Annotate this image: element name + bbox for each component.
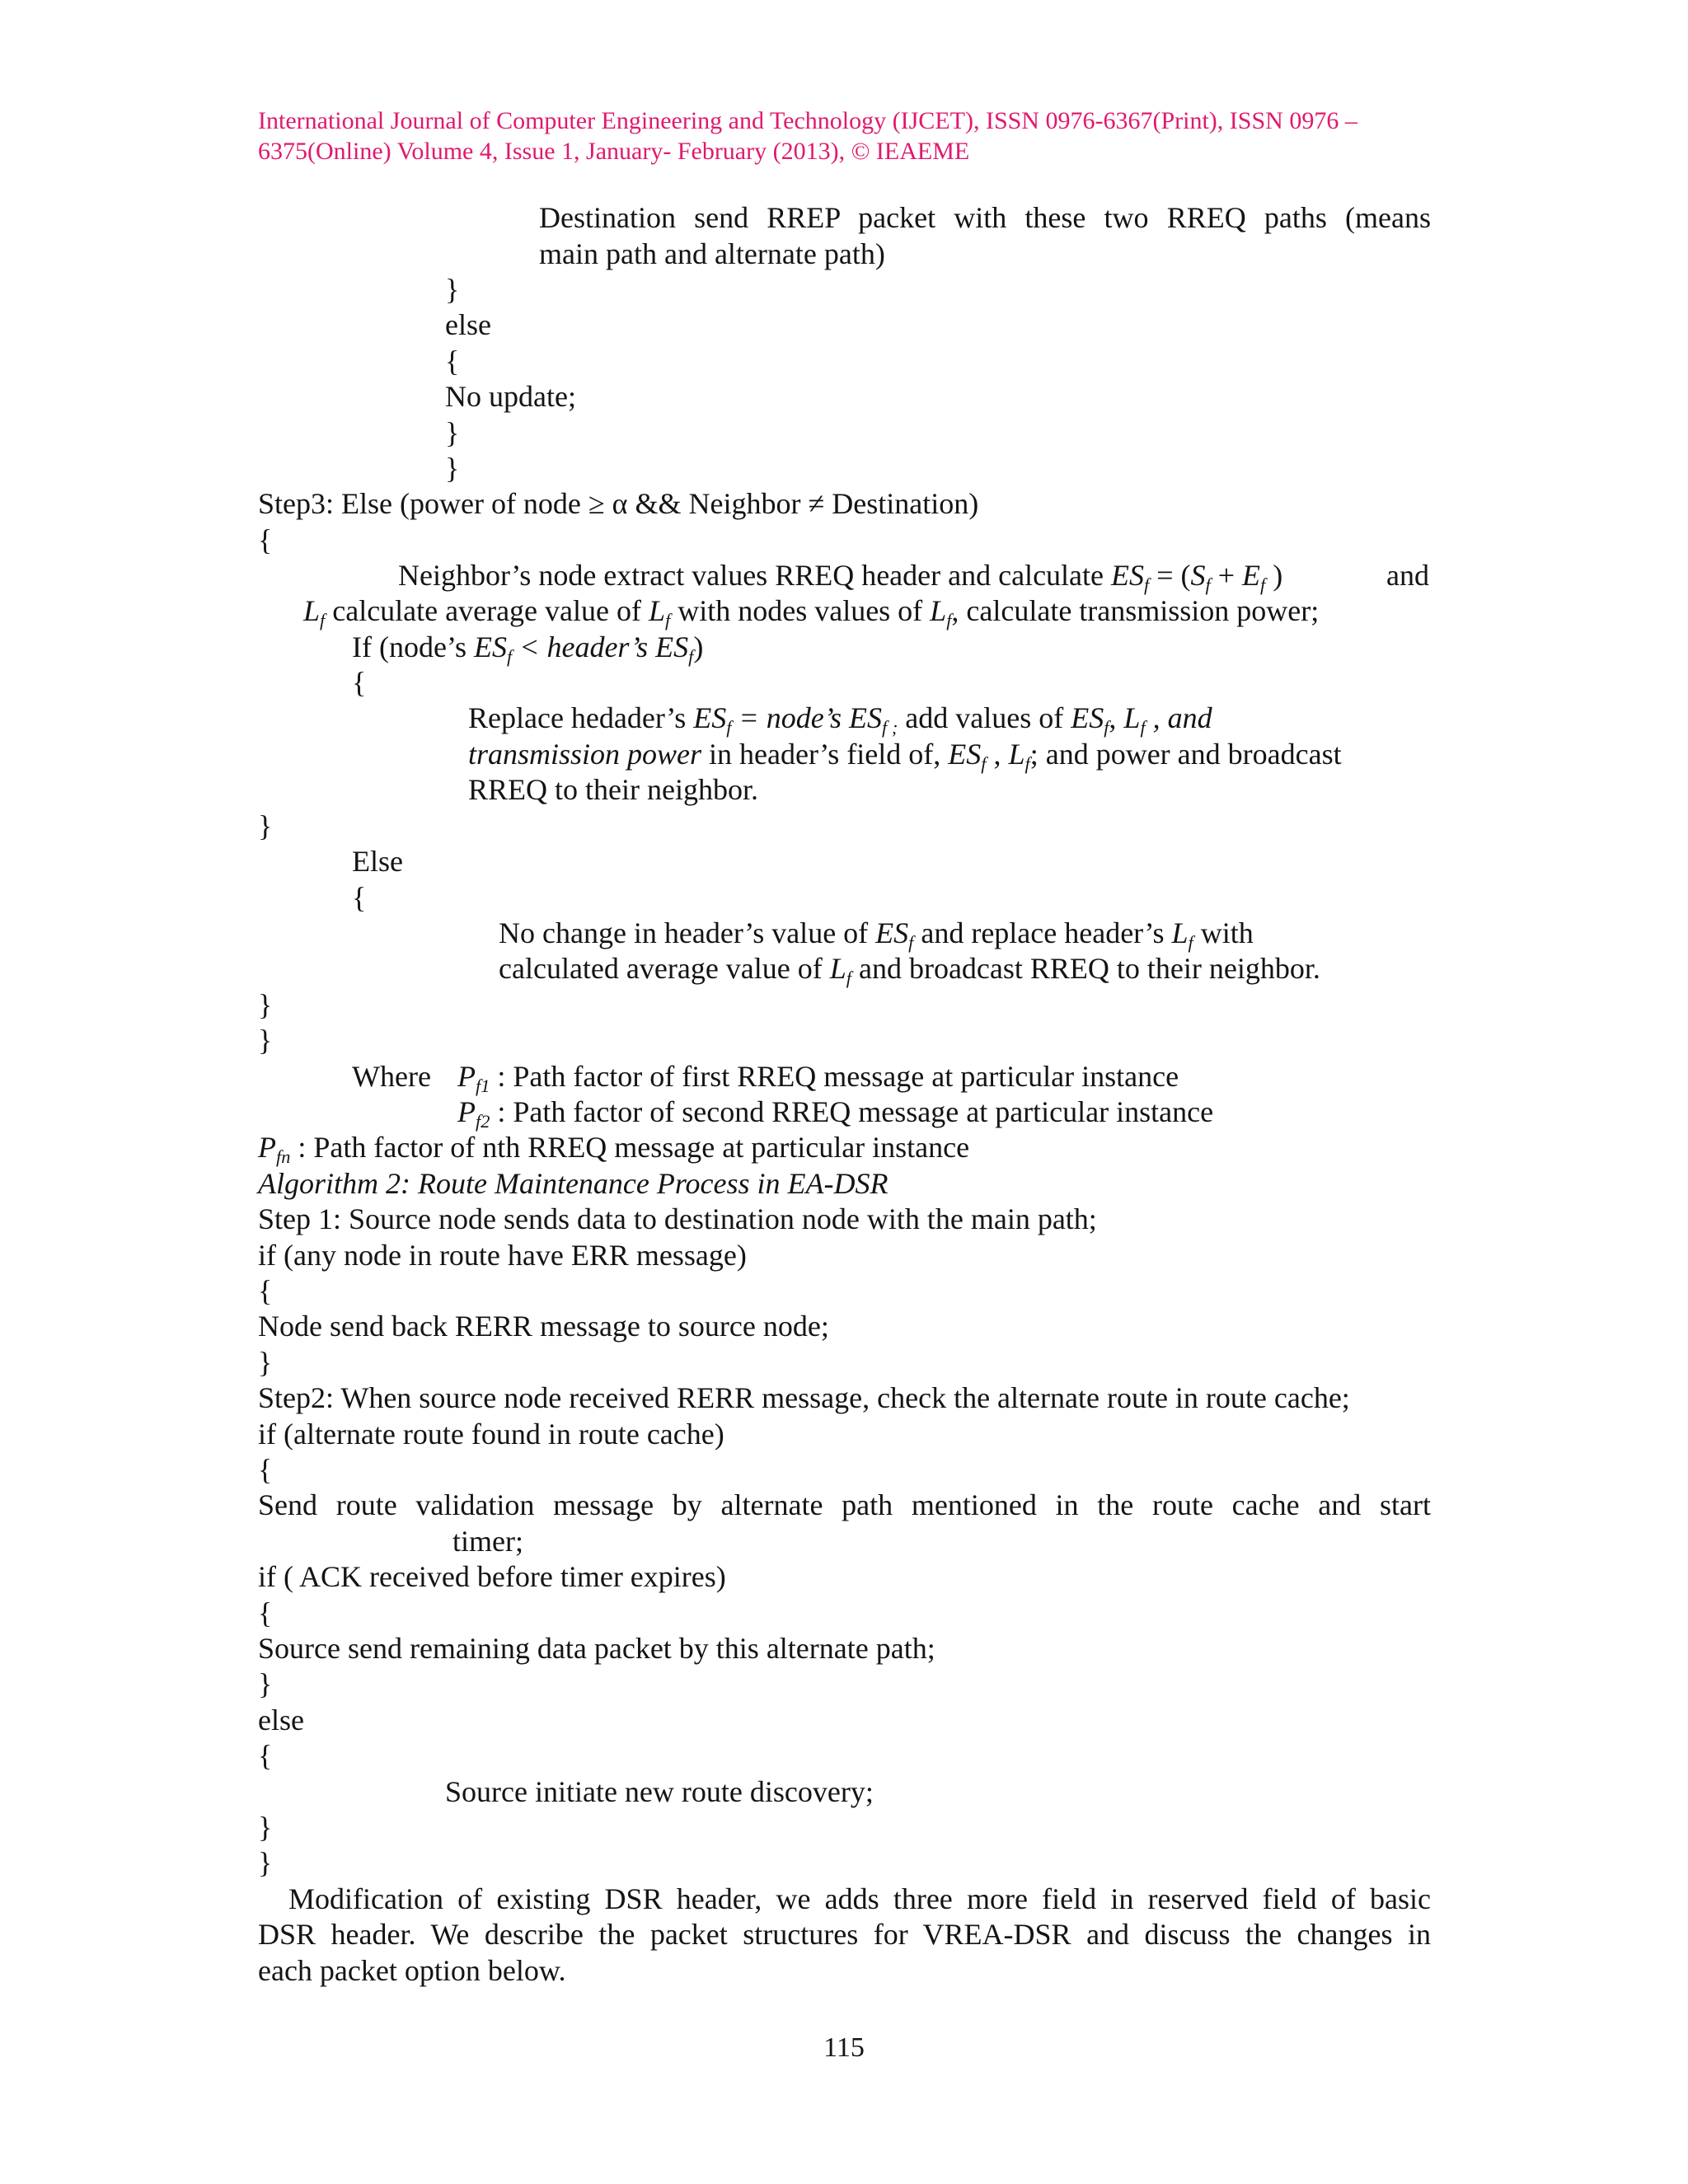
paragraph-line: each packet option below. <box>258 1954 566 1987</box>
brace-close: } <box>258 1346 273 1379</box>
text-line: Destination send RREP packet with these two RREQ paths (means <box>539 201 1431 234</box>
brace-close: } <box>445 416 460 449</box>
text-line: if ( ACK received before timer expires) <box>258 1560 726 1593</box>
text-line: No change in header’s value of $ES_f$ and replace header’s $L_f$ with <box>499 916 1254 954</box>
paragraph-line: DSR header. We describe the packet structures for VREA-DSR and discuss the changes in <box>258 1918 1431 1951</box>
text-line: timer; <box>452 1525 523 1558</box>
brace-close: } <box>258 809 273 842</box>
brace-close: } <box>258 1846 273 1879</box>
brace-close: } <box>445 273 460 306</box>
text-line: Node send back RERR message to source node; <box>258 1310 829 1343</box>
brace-open: { <box>352 881 367 914</box>
text-line: Step2: When source node received RERR message, check the alternate route in route cache; <box>258 1381 1350 1414</box>
definition-line: $P_{fn}$ : Path factor of nth RREQ message at particular instance <box>258 1131 970 1168</box>
journal-header-line-2: 6375(Online) Volume 4, Issue 1, January- February (2013), © IEAEME <box>258 138 970 165</box>
text-line: else <box>258 1704 304 1736</box>
brace-open: { <box>258 1274 273 1307</box>
brace-open: { <box>258 1453 273 1486</box>
text-line: transmission power in header’s field of, $ES_f$ , $L_f$; and power and broadcast <box>468 738 1342 775</box>
brace-close: } <box>445 452 460 485</box>
text-line: Neighbor’s node extract values RREQ header and calculate $ES_f = (S_f + E_f$ ) <box>398 559 1283 596</box>
text-line: Send route validation message by alternate path mentioned in the route cache and start <box>258 1488 1431 1521</box>
text-line: Else <box>352 845 403 878</box>
paragraph-line: Modification of existing DSR header, we adds three more field in reserved field of basic <box>288 1882 1431 1915</box>
text-line: if (any node in route have ERR message) <box>258 1239 747 1272</box>
text-line: Step 1: Source node sends data to destination node with the main path; <box>258 1202 1097 1235</box>
definition-line: $P_{f2}$ : Path factor of second RREQ message at particular instance <box>457 1095 1214 1132</box>
step3-line: Step3: Else (power of node ≥ α && Neighbor ≠ Destination) <box>258 487 979 520</box>
brace-open: { <box>258 523 273 556</box>
text-line: No update; <box>445 380 576 413</box>
journal-header <box>258 105 1437 166</box>
brace-close: } <box>258 1811 273 1844</box>
brace-open: { <box>352 666 367 699</box>
brace-open: { <box>445 344 460 377</box>
brace-close: } <box>258 988 273 1021</box>
text-line: else <box>445 308 491 341</box>
text-line: calculated average value of $L_f$ and broadcast RREQ to their neighbor. <box>499 952 1320 989</box>
text-line: Replace hedader’s $ES_f$ = node’s $ES_f$ $_;$ add values of $ES_f$, $L_f$ , and <box>468 701 1212 738</box>
text-line: Source send remaining data packet by this alternate path; <box>258 1632 935 1665</box>
definition-line: $P_{f1}$ : Path factor of first RREQ message at particular instance <box>457 1060 1179 1097</box>
brace-open: { <box>258 1596 273 1629</box>
journal-header-line-1: International Journal of Computer Engineering and Technology (IJCET), ISSN 0976-6367(Print), ISSN 0976 – <box>258 107 1357 134</box>
text-line: main path and alternate path) <box>539 237 885 270</box>
text-line: if (alternate route found in route cache) <box>258 1418 724 1451</box>
text-line: and <box>1386 559 1429 592</box>
where-label: Where <box>352 1060 431 1093</box>
brace-close: } <box>258 1667 273 1700</box>
page-number: 115 <box>823 2032 865 2063</box>
text-line: Source initiate new route discovery; <box>445 1775 874 1808</box>
brace-close: } <box>258 1024 273 1057</box>
algorithm-title: Algorithm 2: Route Maintenance Process in EA-DSR <box>258 1167 889 1200</box>
text-line: $L_f$ calculate average value of $L_f$ with nodes values of $L_f$, calculate transmission power; <box>303 594 1320 631</box>
brace-open: { <box>258 1739 273 1772</box>
text-line: If (node’s $ES_f$ < header’s $ES_f$) <box>352 630 704 668</box>
text-line: RREQ to their neighbor. <box>468 773 758 806</box>
